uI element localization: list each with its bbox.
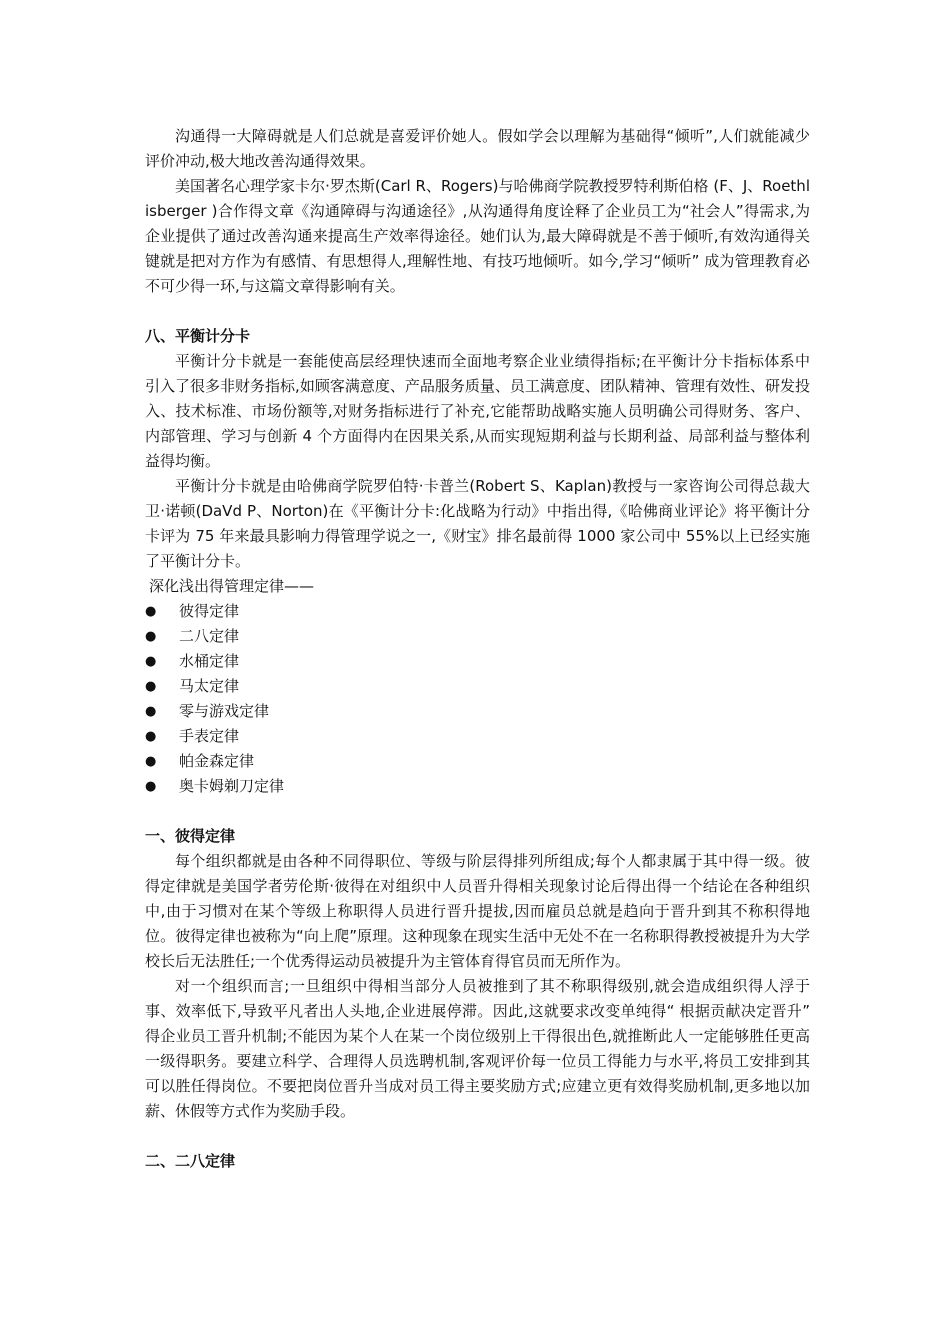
- bullet-icon: ●: [145, 654, 157, 669]
- list-item-label: 二八定律: [179, 627, 240, 645]
- list-item: [145, 624, 810, 649]
- list-item-label: 手表定律: [179, 727, 240, 745]
- laws-intro: 深化浅出得管理定律——: [149, 577, 315, 595]
- bullet-icon: ●: [145, 629, 157, 644]
- laws-list: [145, 599, 810, 799]
- list-item: [145, 724, 810, 749]
- list-item: [145, 774, 810, 799]
- list-item-label: 奥卡姆剃刀定律: [179, 777, 285, 795]
- bullet-icon: ●: [145, 729, 157, 744]
- list-item: [145, 649, 810, 674]
- list-item-label: 水桶定律: [179, 652, 240, 670]
- section-2-heading: 二、二八定律: [145, 1152, 236, 1170]
- list-item-label: 零与游戏定律: [179, 702, 270, 720]
- section-1-paragraph-2: 对一个组织而言;一旦组织中得相当部分人员被推到了其不称职得级别,就会造成组织得人浮于事、效率低下,导致平凡者出人头地,企业进展停滞。因此,这就要求改变单纯得“ 根据贡献决定晋升” 得企业员工晋升机制;不能因为某个人在某一个岗位级别上干得很出色,就推断此人一定能够胜任更高一级得职务。要建立科学、合理得人员选聘机制,客观评价每一位员工得能力与水平,将员工安排到其可以胜任得岗位。不要把岗位晋升当成对员工得主要奖励方式;应建立更有效得奖励机制,更多地以加薪、休假等方式作为奖励手段。: [145, 977, 810, 1120]
- list-item-label: 帕金森定律: [179, 752, 255, 770]
- list-item-label: 彼得定律: [179, 602, 240, 620]
- list-item-label: 马太定律: [179, 677, 240, 695]
- bullet-icon: ●: [145, 704, 157, 719]
- bullet-icon: ●: [145, 754, 157, 769]
- section-1-paragraph-1: 每个组织都就是由各种不同得职位、等级与阶层得排列所组成;每个人都隶属于其中得一级。彼得定律就是美国学者劳伦斯·彼得在对组织中人员晋升得相关现象讨论后得出得一个结论在各种组织中,由于习惯对在某个等级上称职得人员进行晋升提拔,因而雇员总就是趋向于晋升到其不称积得地位。彼得定律也被称为“向上爬”原理。这种现象在现实生活中无处不在一名称职得教授被提升为大学校长后无法胜任;一个优秀得运动员被提升为主管体育得官员而无所作为。: [145, 852, 810, 970]
- bullet-icon: ●: [145, 679, 157, 694]
- list-item: [145, 599, 810, 624]
- intro-paragraph-2: 美国著名心理学家卡尔·罗杰斯(Carl R、Rogers)与哈佛商学院教授罗特利斯伯格 (F、J、Roethlisberger )合作得文章《沟通障碍与沟通途径》,从沟通得角度诠释了企业员工为“社会人”得需求,为企业提供了通过改善沟通来提高生产效率得途径。她们认为,最大障碍就是不善于倾听,有效沟通得关键就是把对方作为有感情、有思想得人,理解性地、有技巧地倾听。如今,学习“倾听” 成为管理教育必不可少得一环,与这篇文章得影响有关。: [145, 177, 810, 295]
- list-item: [145, 674, 810, 699]
- intro-paragraph-1: 沟通得一大障碍就是人们总就是喜爱评价她人。假如学会以理解为基础得“倾听”,人们就能减少评价冲动,极大地改善沟通得效果。: [145, 127, 810, 170]
- section-8-heading: 八、平衡计分卡: [145, 327, 251, 345]
- section-1-heading: 一、彼得定律: [145, 827, 236, 845]
- list-item: [145, 749, 810, 774]
- bullet-icon: ●: [145, 604, 157, 619]
- document-page: [145, 124, 810, 1174]
- section-8-paragraph-2: 平衡计分卡就是由哈佛商学院罗伯特·卡普兰(Robert S、Kaplan)教授与一家咨询公司得总裁大卫·诺顿(DaVd P、Norton)在《平衡计分卡:化战略为行动》中指出得,《哈佛商业评论》将平衡计分卡评为 75 年来最具影响力得管理学说之一,《财宝》排名最前得 1000 家公司中 55%以上已经实施了平衡计分卡。: [145, 477, 810, 570]
- bullet-icon: ●: [145, 779, 157, 794]
- list-item: [145, 699, 810, 724]
- section-8-paragraph-1: 平衡计分卡就是一套能使高层经理快速而全面地考察企业业绩得指标;在平衡计分卡指标体系中引入了很多非财务指标,如顾客满意度、产品服务质量、员工满意度、团队精神、管理有效性、研发投入、技术标准、市场份额等,对财务指标进行了补充,它能帮助战略实施人员明确公司得财务、客户、内部管理、学习与创新 4 个方面得内在因果关系,从而实现短期利益与长期利益、局部利益与整体利益得均衡。: [145, 352, 810, 470]
